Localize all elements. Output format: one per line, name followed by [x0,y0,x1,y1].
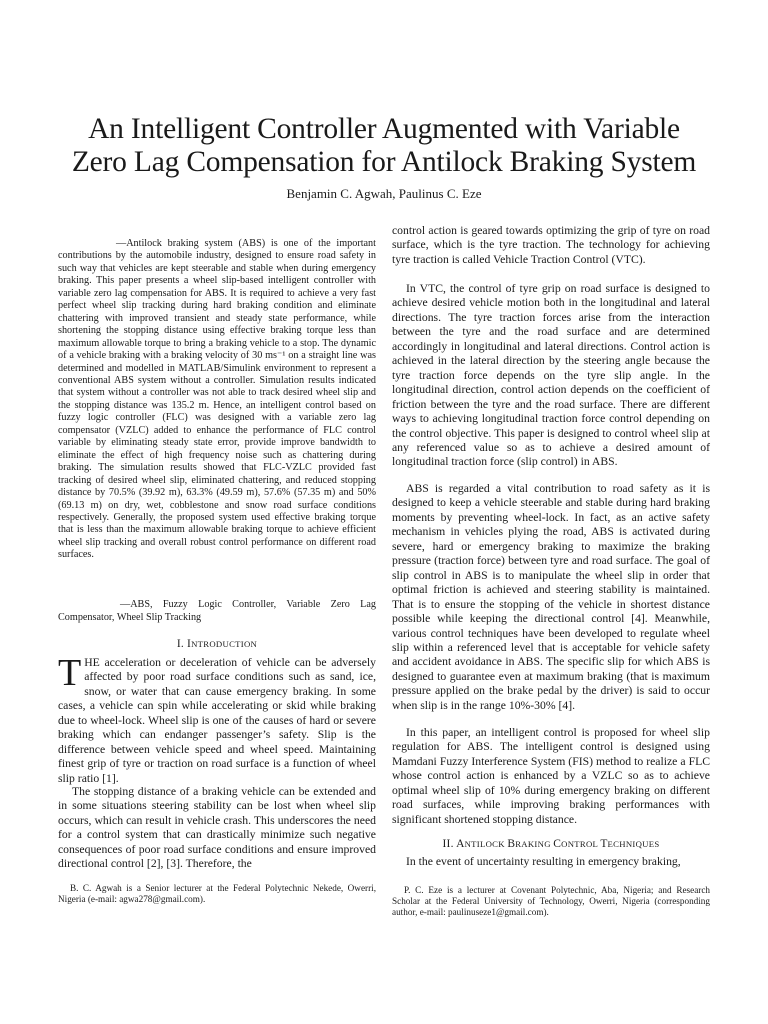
paper-title [40,113,728,179]
heading-part: A [456,838,465,850]
heading-part: ONTROL [561,839,601,849]
right-paragraph-1: control action is geared towards optimizing the grip of tyre on road surface, which is the tyre traction. The technology for achieving tyre traction is called Vehicle Traction Control (VTC). [392,224,710,266]
intro-paragraph-1-text: HE acceleration or deceleration of vehicle can be adversely affected by poor road surface conditions such as sand, ice, snow, or water that can cause emergency braking. In some cases, a vehicle can spin while accelerating or skid while braking due to wheel-lock. Wheel slip is one of the causes of hard or severe braking which can endanger passenger’s safety. Slip is the difference between vehicle speed and wheel speed. Maintaining finest grip of tyre or traction on road surface is a function of wheel slip ratio [1]. [58,656,376,785]
intro-paragraph-1 [58,652,376,786]
heading-part: B [507,838,516,850]
section-number: I. [176,638,188,650]
heading-part: ECHNIQUES [607,839,660,849]
right-paragraph-5: In the event of uncertainty resulting in emergency braking, [406,855,681,868]
author-list: Benjamin C. Agwah, Paulinus C. Eze [286,186,482,201]
abstract-text: —Antilock braking system (ABS) is one of the important contributions by the automobile industry, designed to ensure road safety in such way that vehicles are kept steerable and stable when during emergency braking. This paper presents a wheel slip-based intelligent controller with variable zero lag compensation for ABS. It is required to achieve a very fast perfect wheel slip tracking during hard braking condition and eliminate chattering with improved transient and steady state performance, while shortening the stopping distance using effective braking torque less than maximum allowable torque to bring a braking vehicle to a stop. The dynamic of a vehicle braking with a braking velocity of 30 ms⁻¹ on a straight line was determined and modelled in MATLAB/Simulink environment to represent a conventional ABS system without a controller. Simulation results indicated that system without a controller was not able to track desired wheel slip and the stopping distance was 135.2 m. Hence, an intelligent control based on fuzzy logic controller (FLC) was designed with a variable zero lag compensator (VZLC) added to enhance the performance of FLC control variable by eliminating steady state error, provide improve bandwidth to eliminate the effect of high frequency noise such as chattering during braking. The simulation results showed that FLC-VZLC provided fast tracking of desired wheel slip, eliminated chattering, and reduced stopping distance by 70.5% (39.92 m), 63.3% (49.59 m), 57.6% (57.35 m) and 50% (69.13 m) on dry, wet, cobblestone and snow road surface conditions respectively. Generally, the proposed system used effective braking torque that is less than the maximum allowable braking torque to achieve efficient wheel slip tracking and overall robust control performance on different road surfaces. [58,238,376,561]
heading-part: T [600,838,608,850]
heading-part: NTILOCK [464,839,508,849]
footnote-author-2: P. C. Eze is a lecturer at Covenant Polytechnic, Aba, Nigeria; and Research Scholar at the Federal University of Technology, Owerri, Nigeria (corresponding author, e-mail: paulinuseze1@gmail.com). [392,885,710,918]
title-line-1: An Intelligent Controller Augmented with Variable [88,113,680,145]
section-heading-rest: NTRODUCTION [191,639,258,649]
drop-cap: T [58,652,82,694]
index-terms: —ABS, Fuzzy Logic Controller, Variable Zero Lag Compensator, Wheel Slip Tracking [58,599,376,623]
heading-part: C [553,838,562,850]
heading-part: RAKING [515,839,554,849]
section-number: II. [442,838,457,850]
footnote-author-1: B. C. Agwah is a Senior lecturer at the Federal Polytechnic Nekede, Owerri, Nigeria (e-mail: agwa278@gmail.com). [58,883,376,905]
section-heading-abs-techniques [392,838,710,850]
right-paragraph-3: ABS is regarded a vital contribution to road safety as it is designed to keep a vehicle steerable and stable during hard braking moments by preventing wheel-lock. In fact, as an active safety mechanism in vehicles plying the road, ABS is activated during severe, hard or emergency braking to maximize the braking pressure (traction force) between tyre and road surface. The goal of slip control in ABS is to manipulate the wheel slip in order that optimal friction is achieved and steering stability is maintained. That is to ensure the stopping of the vehicle in shortest distance possible while keeping the directional control [4]. Meanwhile, various control techniques have been developed to regulate wheel slip within a referenced level that is acceptable for vehicle safety and accident avoidance in ABS. The specific slip for which ABS is designed to guarantee even at maximum braking (that is maximum pressure applied on the brake pedal by the driver) is said to occur when slip is in the range 10%-30% [4]. [392,482,710,712]
section-heading-initial: I [187,638,192,650]
title-line-2: Zero Lag Compensation for Antilock Braking System [71,146,697,178]
right-paragraph-2: In VTC, the control of tyre grip on road surface is designed to achieve desired vehicle motion both in the longitudinal and lateral directions. The tyre traction forces arise from the interaction between the tyre and the road surface and are determined accordingly in longitudinal and lateral directions. Control action is achieved in the lateral direction by the steering angle because the tyre traction force depends on the tyre slip angle. In the longitudinal direction, control action depends on the coefficient of friction between the tyre and the road surface. There are different ways to achieving longitudinal traction force control depending on the control objective. This paper is designed to control wheel slip at any referenced value so as to achieve a desired amount of longitudinal traction force (slip control) in ABS. [392,282,710,469]
intro-paragraph-2: The stopping distance of a braking vehicle can be extended and in some situations steering stability can be lost when wheel slip occurs, which can result in vehicle crash. This underscores the need for a control system that can drastically minimize such negative consequences of poor road surface conditions and ensure improved directional control [2], [3]. Therefore, the [58,785,376,871]
section-heading-introduction [58,638,376,650]
right-paragraph-4: In this paper, an intelligent control is proposed for wheel slip regulation for ABS. The intelligent control is designed using Mamdani Fuzzy Interference System (FIS) method to realize a FLC whose control action is enhanced by a VZLC so as to achieve optimal wheel slip of 10% during emergency braking on different road surfaces, while improving braking performances with significant shortened stopping distance. [392,726,710,826]
